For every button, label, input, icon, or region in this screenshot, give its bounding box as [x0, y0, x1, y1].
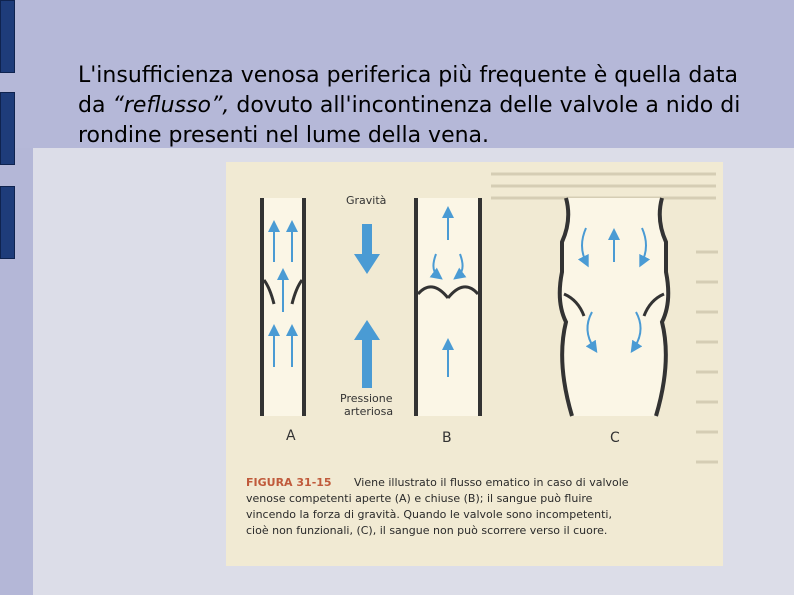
sidebar-decor-bar: [0, 92, 15, 165]
figure-caption-line: Viene illustrato il flusso ematico in caso di valvole: [354, 476, 629, 489]
body-text-part1: L'insufficienza venosa periferica più frequente è quella data da: [78, 63, 738, 118]
figure-illustration: [226, 162, 723, 566]
gravity-label: Gravità: [346, 194, 387, 207]
body-text-part2: dovuto all'incontinenza delle valvole a nido di rondine presenti nel lume della vena.: [78, 93, 741, 148]
figure-caption-line: cioè non funzionali, (C), il sangue non può scorrere verso il cuore.: [246, 524, 608, 537]
figure-caption-line: venose competenti aperte (A) e chiuse (B); il sangue può fluire: [246, 492, 593, 505]
panel-label-c: C: [610, 430, 620, 446]
figure-caption-line: vincendo la forza di gravità. Quando le valvole sono incompetenti,: [246, 508, 612, 521]
panel-label-b: B: [442, 430, 452, 446]
vein-b-closed-valves: [416, 198, 480, 416]
gravity-pressure-arrows: [354, 224, 380, 388]
vein-a-open-valves: [262, 198, 304, 416]
venous-valve-figure: [226, 162, 723, 566]
body-text-emphasis: “reflusso”,: [112, 93, 230, 118]
slide-body-text: [78, 61, 768, 151]
pressure-label-line1: Pressione: [340, 392, 393, 405]
pressure-label-line2: arteriosa: [344, 405, 394, 418]
figure-caption-title: FIGURA 31-15: [246, 476, 332, 489]
sidebar-decor-bar: [0, 0, 15, 73]
vein-c-incompetent-valves: [560, 198, 669, 416]
sidebar-decor-bar: [0, 186, 15, 259]
panel-label-a: A: [286, 428, 296, 444]
